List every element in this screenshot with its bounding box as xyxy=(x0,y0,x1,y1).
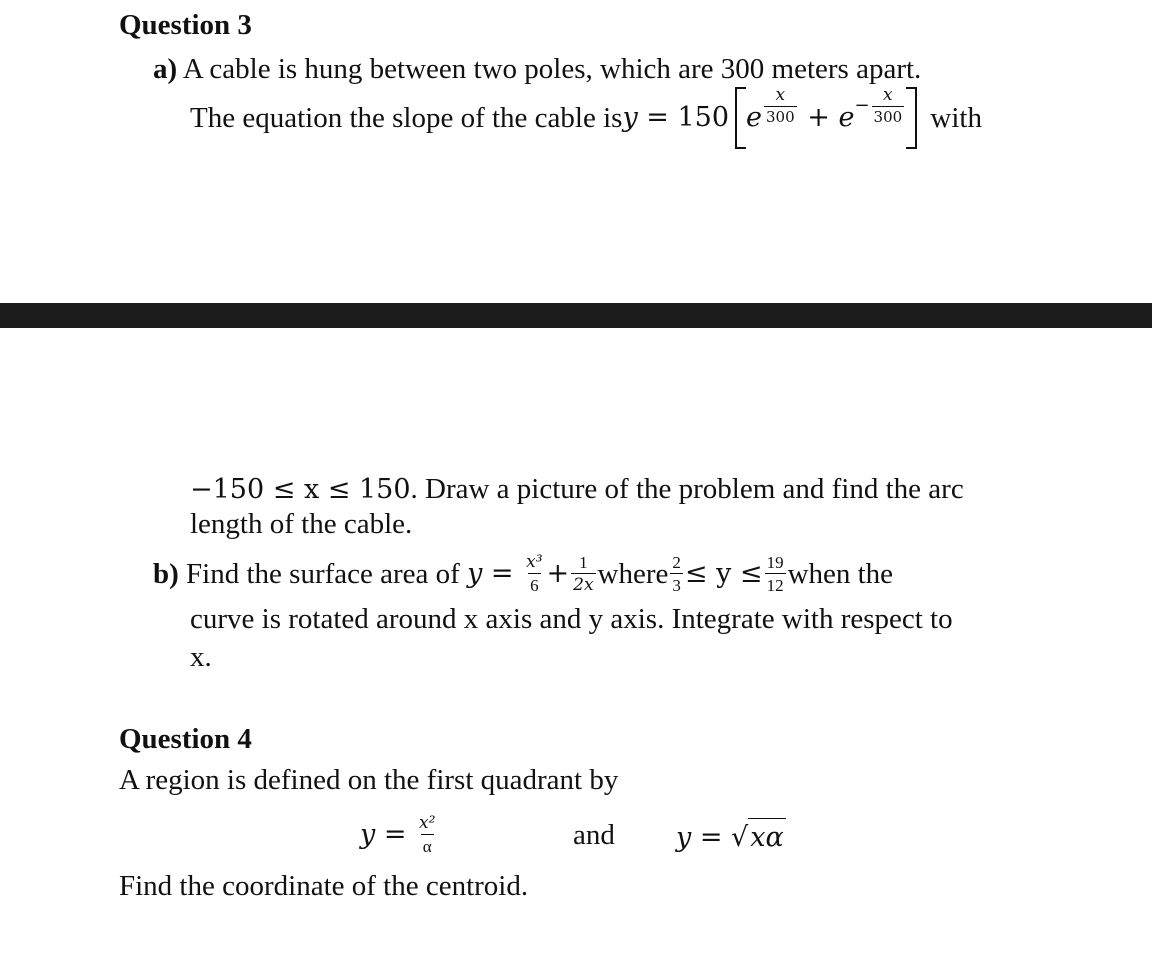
part-a-line-2 xyxy=(190,86,982,150)
part-b-line-1 xyxy=(153,545,893,603)
part-a-text-2-suffix: with xyxy=(923,102,982,134)
eq1-lhs: y = xyxy=(360,819,416,850)
fraction-1-over-2x xyxy=(571,554,595,594)
eq-e-2: e xyxy=(838,102,855,133)
fraction-x3-over-6 xyxy=(524,554,544,594)
left-bracket xyxy=(735,87,746,149)
q4-line-1: A region is defined on the first quadrant by xyxy=(119,764,619,796)
part-a-text-3: . Draw a picture of the problem and find the arc xyxy=(410,473,964,505)
q4-equation-2 xyxy=(676,818,786,855)
b-inequality: ≤ y ≤ xyxy=(684,558,763,589)
b-plus: + xyxy=(546,558,570,589)
frac3-num: 2 xyxy=(672,553,681,572)
question-3-heading: Question 3 xyxy=(119,9,252,41)
part-a-text-2-prefix: The equation the slope of the cable is xyxy=(190,102,623,134)
exp-num-1: x xyxy=(775,85,786,105)
part-b-line-3: x. xyxy=(190,641,212,673)
black-separator-bar xyxy=(0,303,1152,328)
part-b-text-1: Find the surface area of xyxy=(178,558,468,590)
q4-and: and xyxy=(573,819,615,851)
eq-minus: − xyxy=(854,95,870,116)
part-a-line-1 xyxy=(153,52,921,86)
part-b-line-2: curve is rotated around x axis and y axis. Integrate with respect to xyxy=(190,603,953,635)
eq2-lhs: y = √ xyxy=(676,822,749,853)
exp-den-2: 300 xyxy=(873,108,903,126)
exponent-fraction-2 xyxy=(872,87,905,125)
fraction-2-over-3 xyxy=(670,554,683,594)
exp-den-1: 300 xyxy=(766,108,795,126)
eq-equals: = 150 xyxy=(637,102,730,133)
b-y-equals: y = xyxy=(467,558,523,589)
exp-num-2: x xyxy=(883,85,893,105)
x-range: −150 ≤ x ≤ 150 xyxy=(190,474,411,505)
part-a-text-1: A cable is hung between two poles, which are 300 meters apart. xyxy=(177,53,922,85)
frac4-den: 12 xyxy=(765,573,786,594)
frac2-den: 2x xyxy=(573,575,594,595)
frac1-num: x³ xyxy=(526,552,543,572)
fraction-19-over-12 xyxy=(765,554,786,594)
q4-line-2: Find the coordinate of the centroid. xyxy=(119,870,529,902)
fraction-x2-over-alpha xyxy=(417,815,437,855)
eq-e-1: e xyxy=(746,102,763,133)
frac4-num: 19 xyxy=(766,553,784,572)
b-where: where xyxy=(597,558,669,590)
question-4-heading: Question 4 xyxy=(119,723,252,755)
part-a-label: a) xyxy=(153,53,178,85)
frac3-den: 3 xyxy=(670,573,683,594)
eq-plus: + xyxy=(798,102,839,133)
part-a-line-4: length of the cable. xyxy=(190,508,413,540)
right-bracket xyxy=(906,87,917,149)
eq1-num: x² xyxy=(419,813,436,833)
b-when-the: when the xyxy=(787,558,894,590)
eq2-radicand: xα xyxy=(748,818,785,855)
q4-equation-1 xyxy=(360,806,439,864)
frac2-num: 1 xyxy=(579,553,588,572)
eq1-den: α xyxy=(421,834,434,855)
part-b-label: b) xyxy=(153,558,179,590)
frac1-den: 6 xyxy=(528,573,541,594)
cable-equation xyxy=(622,87,923,149)
exponent-fraction-1 xyxy=(764,87,797,125)
eq-y: y xyxy=(622,102,638,133)
part-a-line-3 xyxy=(190,472,964,507)
